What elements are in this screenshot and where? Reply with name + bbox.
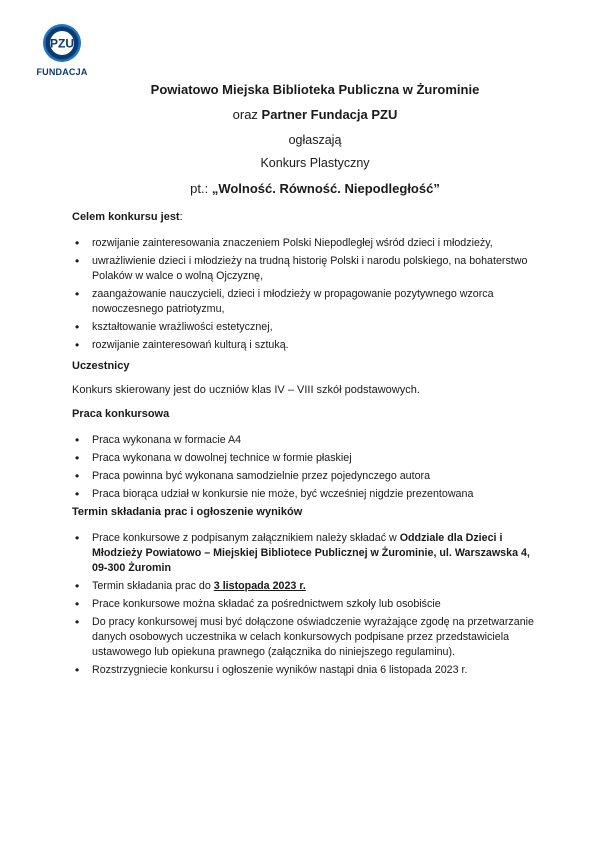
fundacja-pzu-logo xyxy=(33,23,91,83)
list-item: • Prace konkursowe z podpisanym załącznikiem należy składać w Oddziale dla Dzieci i Młodzieży Powiatowo – Miejskiej Bibliotece Publicznej w Żurominie, ul. Warszawska 4, 09-300 Żuromin xyxy=(72,531,542,576)
contest-type: Konkurs Plastyczny xyxy=(260,156,370,170)
list-item: • Praca powinna być wykonana samodzielnie przez pojedynczego autora xyxy=(72,469,542,484)
list-item: • kształtowanie wrażliwości estetycznej, xyxy=(72,320,542,335)
list-item: • rozwijanie zainteresowań kulturą i sztuką. xyxy=(72,338,542,353)
list-item: • Praca wykonana w formacie A4 xyxy=(72,433,542,448)
list-item: • Praca biorąca udział w konkursie nie może, być wcześniej nigdzie prezentowana xyxy=(72,487,542,502)
list-item: • uwrażliwienie dzieci i młodzieży na trudną historię Polski i narodu polskiego, na bohaterstwo Polaków w walce o wolną Ojczyznę, xyxy=(72,254,542,284)
list-item: • Do pracy konkursowej musi być dołączone oświadczenie wyrażające zgodę na przetwarzanie danych osobowych uczestnika w celach konkursowych podpisane przez przedstawiciela ustawowego lub opiekuna prawnego (załącznika do niniejszego regulaminu). xyxy=(72,615,542,660)
contest-title-prefix: pt.: xyxy=(190,181,212,196)
participants-heading: Uczestnicy xyxy=(72,360,130,372)
organizer-title: Powiatowo Miejska Biblioteka Publiczna w Żurominie xyxy=(150,82,480,97)
list-item: • Rozstrzygniecie konkursu i ogłoszenie wyników nastąpi dnia 6 listopada 2023 r. xyxy=(72,663,542,678)
partner-line xyxy=(80,107,550,122)
work-list xyxy=(72,433,542,502)
announce-line: ogłaszają xyxy=(288,133,342,147)
list-item: • Praca wykonana w dowolnej technice w formie płaskiej xyxy=(72,451,542,466)
goals-heading: Celem konkursu jest: xyxy=(72,211,183,223)
logo-label: FUNDACJA xyxy=(36,67,88,77)
work-heading: Praca konkursowa xyxy=(72,408,170,420)
contest-title: „Wolność. Równość. Niepodległość” xyxy=(211,181,440,196)
library-address: Oddziale dla Dzieci i Młodzieży Powiatowo – Miejskiej Bibliotece Publicznej w Żurominie, ul. Warszawska 4, 09-300 Żuromin xyxy=(92,532,530,574)
participants-text: Konkurs skierowany jest do uczniów klas IV – VIII szkół podstawowych. xyxy=(72,384,420,396)
deadline-heading: Termin składania prac i ogłoszenie wyników xyxy=(72,506,303,518)
list-item: • Prace konkursowe można składać za pośrednictwem szkoły lub osobiście xyxy=(72,597,542,612)
list-item: • rozwijanie zainteresowania znaczeniem Polski Niepodległej wśród dzieci i młodzieży, xyxy=(72,236,542,251)
pzu-logo-icon xyxy=(42,23,82,63)
contest-title-line xyxy=(80,181,550,196)
goals-list xyxy=(72,236,542,353)
partner-prefix: oraz xyxy=(232,107,262,122)
deadline-date: 3 listopada 2023 r. xyxy=(213,580,306,592)
list-item: • zaangażowanie nauczycieli, dzieci i młodzieży w propagowanie pozytywnego wzorca nowoczesnego patriotyzmu, xyxy=(72,287,542,317)
deadline-list xyxy=(72,531,542,678)
logo-mark: PZU xyxy=(50,36,74,51)
list-item: • Termin składania prac do 3 listopada 2023 r. xyxy=(72,579,542,594)
partner-name: Partner Fundacja PZU xyxy=(261,107,398,122)
